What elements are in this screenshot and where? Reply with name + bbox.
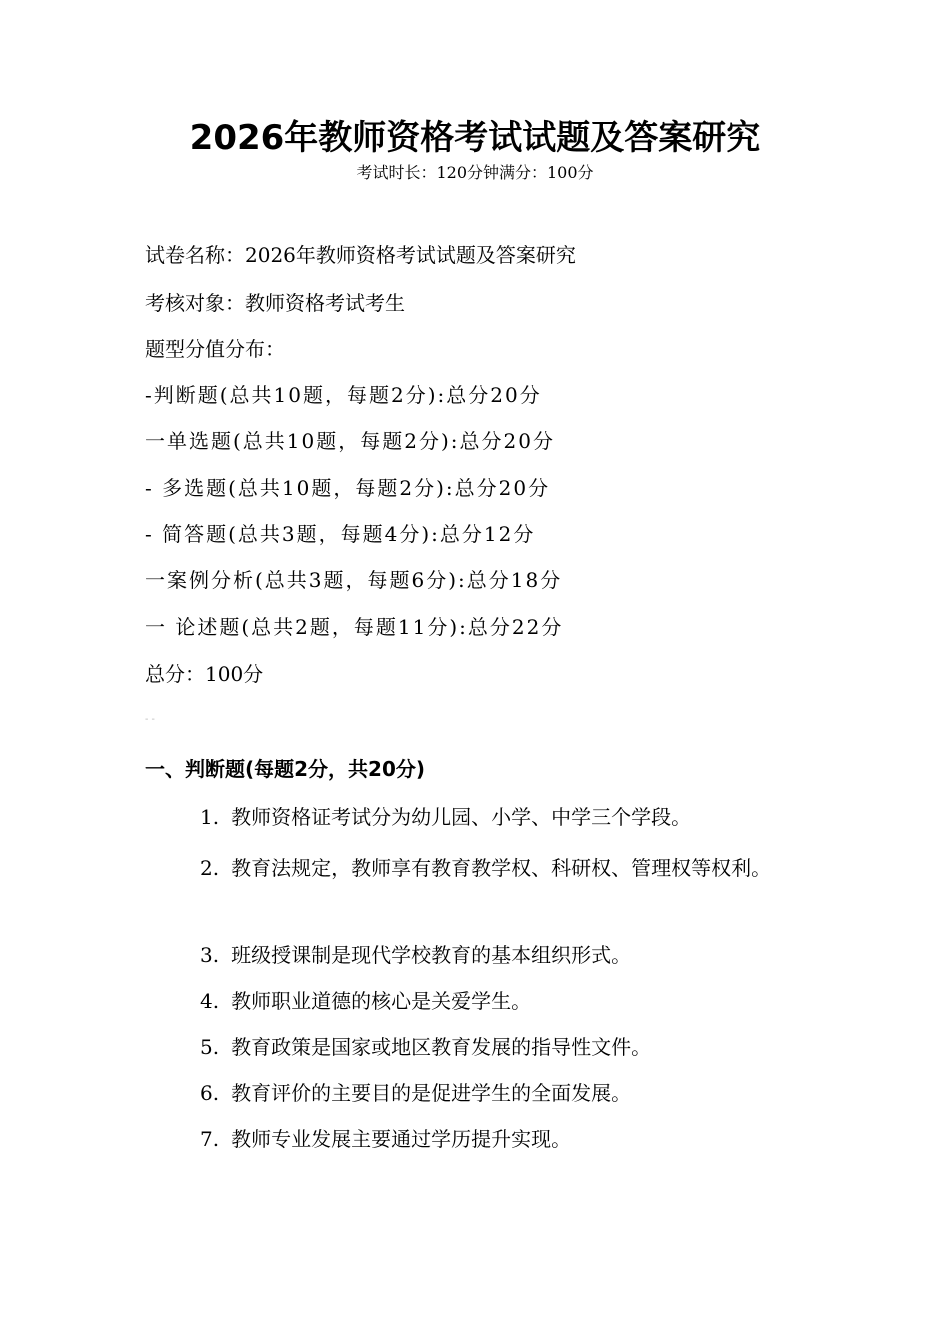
question-number: 2. (200, 856, 220, 880)
question-item (145, 1124, 810, 1154)
question-number: 6. (200, 1081, 220, 1105)
question-item (145, 1078, 810, 1108)
question-number: 1. (200, 805, 220, 829)
question-item (145, 986, 810, 1016)
question-number: 4. (200, 989, 220, 1013)
distribution-item-case-analysis: 一案例分析(总共3题，每题6分):总分18分 (145, 568, 563, 592)
question-item (145, 940, 810, 970)
question-number: 5. (200, 1035, 220, 1059)
question-item (145, 1032, 810, 1062)
total-score: 总分：100分 (145, 662, 264, 686)
paper-name: 试卷名称：2026年教师资格考试试题及答案研究 (145, 243, 576, 267)
question-text: 教育政策是国家或地区教育发展的指导性文件。 (231, 1035, 652, 1059)
question-number: 7. (200, 1127, 220, 1151)
question-text: 教育评价的主要目的是促进学生的全面发展。 (231, 1081, 632, 1105)
question-item (145, 802, 810, 832)
question-item (145, 853, 810, 883)
page-title: 2026年教师资格考试试题及答案研究 (189, 118, 761, 158)
distribution-item-essay: 一 论述题(总共2题，每题11分):总分22分 (145, 615, 564, 639)
distribution-item-single-choice: 一单选题(总共10题，每题2分):总分20分 (145, 429, 555, 453)
question-text: 教育法规定，教师享有教育教学权、科研权、管理权等权利。 (231, 856, 772, 880)
question-text: 教师资格证考试分为幼儿园、小学、中学三个学段。 (231, 805, 692, 829)
question-text: 班级授课制是现代学校教育的基本组织形式。 (231, 943, 632, 967)
faint-mark: - - (145, 714, 155, 725)
exam-target: 考核对象：教师资格考试考生 (145, 291, 405, 315)
distribution-item-multiple-choice: - 多选题(总共10题，每题2分):总分20分 (145, 476, 551, 500)
question-text: 教师职业道德的核心是关爱学生。 (231, 989, 532, 1013)
section-heading-true-false: 一、判断题(每题2分，共20分) (145, 757, 426, 781)
exam-duration-score: 考试时长：120分钟满分：100分 (356, 163, 594, 182)
distribution-item-short-answer: - 简答题(总共3题，每题4分):总分12分 (145, 522, 536, 546)
distribution-item-true-false: -判断题(总共10题，每题2分):总分20分 (145, 383, 542, 407)
question-text: 教师专业发展主要通过学历提升实现。 (231, 1127, 572, 1151)
question-number: 3. (200, 943, 220, 967)
distribution-label: 题型分值分布： (145, 337, 285, 361)
